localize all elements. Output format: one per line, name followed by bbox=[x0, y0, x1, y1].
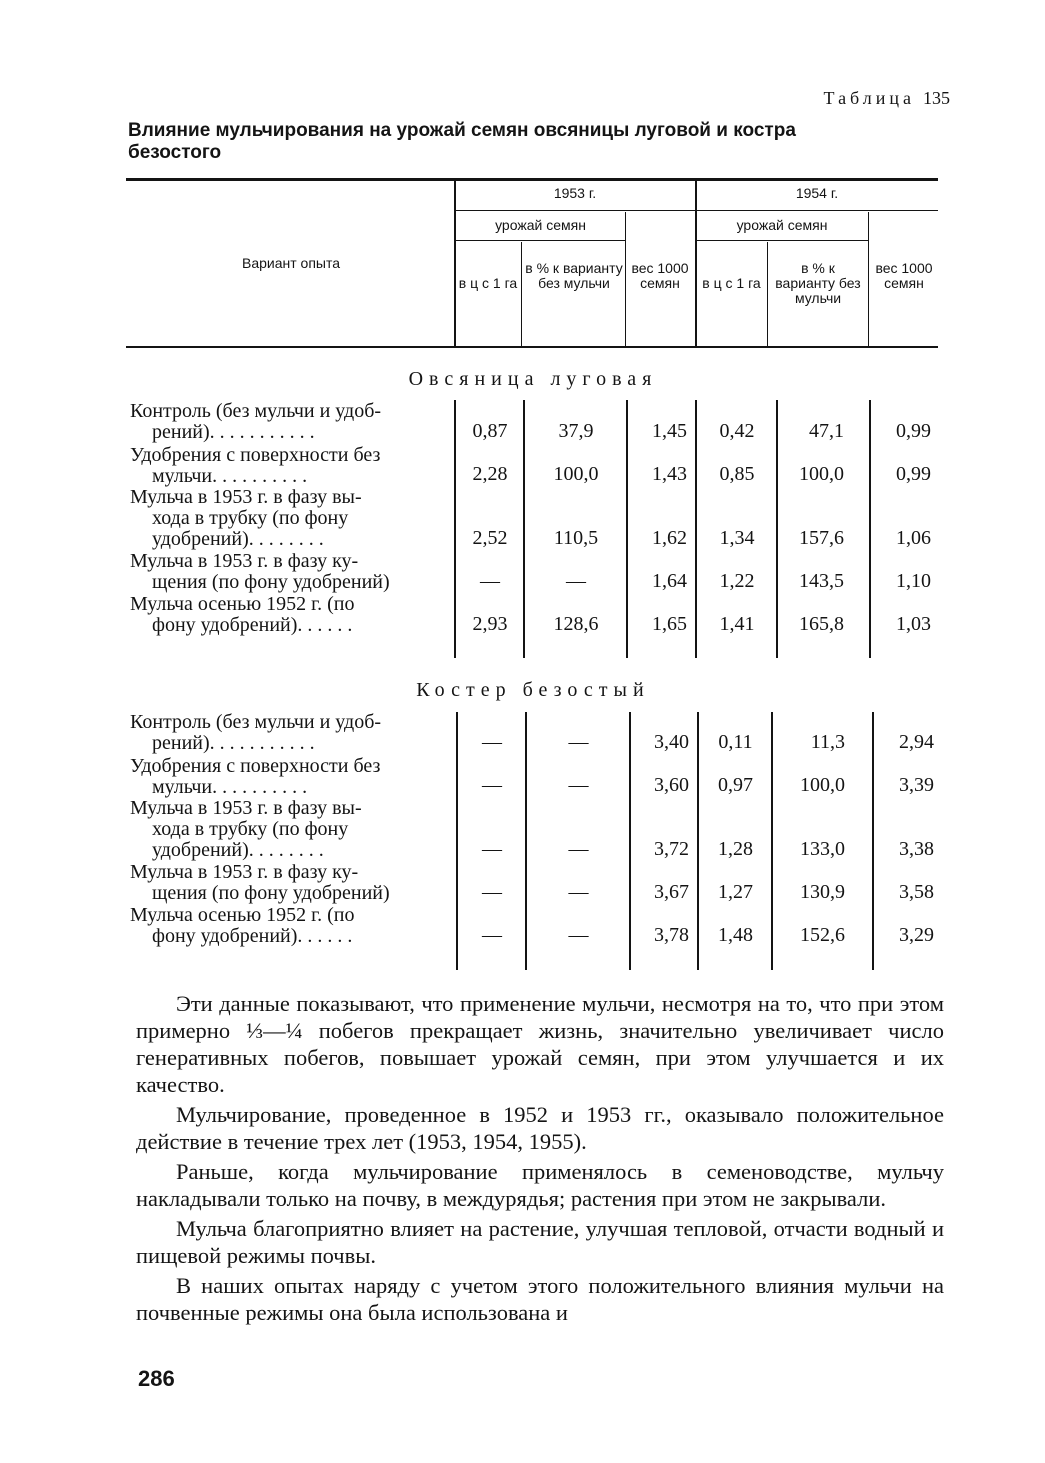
column-divider bbox=[697, 712, 699, 970]
table-label-text: Таблица bbox=[823, 88, 915, 108]
row-label: Мульча осенью 1952 г. (по фону удобрений) ...... bbox=[130, 593, 358, 636]
yield-underline-1953 bbox=[455, 240, 625, 241]
cell-value: 0,87 bbox=[472, 420, 508, 442]
cell-value: 1,64 bbox=[652, 570, 687, 592]
cell-value: 0,99 bbox=[896, 463, 931, 485]
cell-value: — bbox=[568, 881, 589, 903]
row-label: Мульча в 1953 г. в фазу ку- щения (по фону удобрений) bbox=[130, 861, 390, 904]
cell-value: 1,03 bbox=[896, 613, 931, 635]
cell-value: 1,28 bbox=[718, 838, 753, 860]
cell-value: — bbox=[568, 924, 589, 946]
col-pct-1954: в % к варианту без мульчи bbox=[775, 260, 861, 306]
row-label: Мульча осенью 1952 г. (по фону удобрений) ...... bbox=[130, 904, 358, 947]
header-bottom-rule bbox=[126, 346, 938, 348]
column-divider bbox=[872, 712, 874, 970]
cell-value: 3,67 bbox=[654, 881, 689, 903]
header-divider bbox=[454, 181, 456, 346]
cell-value: — bbox=[482, 924, 502, 946]
page-number: 286 bbox=[138, 1366, 175, 1391]
column-divider bbox=[626, 400, 628, 658]
table-top-rule bbox=[126, 178, 938, 181]
cell-value: 3,29 bbox=[899, 924, 934, 946]
cell-value: 128,6 bbox=[553, 613, 599, 635]
cell-value: 1,34 bbox=[719, 527, 755, 549]
header-divider bbox=[695, 181, 697, 346]
cell-value: — bbox=[482, 774, 502, 796]
table-number: 135 bbox=[923, 88, 950, 108]
header-divider bbox=[521, 242, 522, 346]
cell-value: 152,6 bbox=[800, 924, 845, 946]
header-divider bbox=[868, 212, 869, 346]
column-divider bbox=[525, 712, 527, 970]
cell-value: 100,0 bbox=[799, 463, 844, 485]
column-divider bbox=[695, 400, 697, 658]
cell-value: — bbox=[480, 570, 500, 592]
cell-value: 1,43 bbox=[652, 463, 687, 485]
column-divider bbox=[629, 712, 631, 970]
col-variant-header: Вариант опыта bbox=[241, 255, 341, 271]
cell-value: — bbox=[568, 838, 589, 860]
row-label: Удобрения с поверхности без мульчи .......... bbox=[130, 755, 381, 798]
cell-value: 1,65 bbox=[652, 613, 687, 635]
yield-underline-1954 bbox=[697, 240, 869, 241]
cell-value: 1,48 bbox=[718, 924, 753, 946]
cell-value: 1,22 bbox=[719, 570, 755, 592]
cell-value: 3,39 bbox=[899, 774, 934, 796]
body-text bbox=[136, 990, 944, 1329]
cell-value: 0,85 bbox=[719, 463, 755, 485]
cell-value: 1,41 bbox=[719, 613, 755, 635]
paragraph: Раньше, когда мульчирование применялось в семеноводстве, мульчу накладывали только на почву, в междурядья; растения при этом не закрывали. bbox=[136, 1159, 944, 1211]
table-label bbox=[700, 88, 950, 109]
col-year-1954: 1954 г. bbox=[795, 185, 839, 201]
section-title: Овсяница луговая bbox=[408, 368, 658, 390]
cell-value: 100,0 bbox=[800, 774, 845, 796]
cell-value: 3,78 bbox=[654, 924, 689, 946]
paragraph: Мульчирование, проведенное в 1952 и 1953 гг., оказывало положительное действие в течение трех лет (1953, 1954, 1955). bbox=[136, 1102, 944, 1154]
row-label: Мульча в 1953 г. в фазу вы- хода в трубку (по фону удобрений) ........ bbox=[130, 486, 362, 550]
cell-value: — bbox=[568, 731, 589, 753]
cell-value: 0,97 bbox=[718, 774, 753, 796]
cell-value: 143,5 bbox=[799, 570, 844, 592]
cell-value: — bbox=[482, 838, 502, 860]
column-divider bbox=[776, 400, 778, 658]
column-divider bbox=[454, 400, 456, 658]
col-yield-1953: урожай семян bbox=[495, 217, 586, 233]
row-label: Контроль (без мульчи и удоб- рений) ........... bbox=[130, 400, 382, 443]
row-label: Мульча в 1953 г. в фазу вы- хода в трубку (по фону удобрений) ........ bbox=[130, 797, 362, 861]
row-label: Мульча в 1953 г. в фазу ку- щения (по фону удобрений) bbox=[130, 550, 390, 593]
cell-value: 47,1 bbox=[809, 420, 844, 442]
header-divider bbox=[767, 242, 768, 346]
cell-value: 133,0 bbox=[800, 838, 845, 860]
paragraph: В наших опытах наряду с учетом этого положительного влияния мульчи на почвенные режимы она была использована и bbox=[136, 1273, 944, 1325]
cell-value: 0,11 bbox=[718, 731, 753, 753]
col-yield-1954: урожай семян bbox=[736, 217, 828, 233]
col-pct-1953: в % к варианту без мульчи bbox=[525, 260, 623, 291]
column-divider bbox=[771, 712, 773, 970]
cell-value: 0,42 bbox=[719, 420, 755, 442]
cell-value: 3,40 bbox=[654, 731, 689, 753]
header-divider bbox=[625, 212, 626, 346]
cell-value: 2,93 bbox=[472, 613, 508, 635]
cell-value: 2,94 bbox=[899, 731, 934, 753]
cell-value: 130,9 bbox=[800, 881, 845, 903]
cell-value: 1,62 bbox=[652, 527, 687, 549]
cell-value: 37,9 bbox=[558, 420, 594, 442]
cell-value: — bbox=[566, 570, 586, 592]
row-label: Удобрения с поверхности без мульчи .......... bbox=[130, 444, 381, 487]
column-divider bbox=[456, 712, 458, 970]
cell-value: — bbox=[482, 881, 502, 903]
cell-value: 3,60 bbox=[654, 774, 689, 796]
column-divider bbox=[869, 400, 871, 658]
col-year-1953: 1953 г. bbox=[553, 185, 597, 201]
cell-value: 2,28 bbox=[472, 463, 508, 485]
section-title: Костер безостый bbox=[416, 679, 650, 701]
paragraph: Эти данные показывают, что применение мульчи, несмотря на то, что при этом примерно ⅓—¼ побегов прекращает жизнь, значительно увеличивает число генеративных побегов, повышает урожай семян, при этом улучшается и их качество. bbox=[136, 991, 944, 1097]
cell-value: 11,3 bbox=[810, 731, 845, 753]
cell-value: 3,38 bbox=[899, 838, 934, 860]
col-weight-1953: вес 1000 семян bbox=[631, 260, 689, 291]
cell-value: 3,72 bbox=[654, 838, 689, 860]
cell-value: 165,8 bbox=[799, 613, 844, 635]
col-per-ha-1954: в ц с 1 га bbox=[702, 275, 761, 291]
cell-value: 100,0 bbox=[553, 463, 599, 485]
cell-value: — bbox=[482, 731, 502, 753]
cell-value: 3,58 bbox=[899, 881, 934, 903]
cell-value: 2,52 bbox=[472, 527, 508, 549]
cell-value: 1,27 bbox=[718, 881, 753, 903]
cell-value: 110,5 bbox=[553, 527, 599, 549]
cell-value: — bbox=[568, 774, 589, 796]
cell-value: 157,6 bbox=[799, 527, 844, 549]
paragraph: Мульча благоприятно влияет на растение, улучшая тепловой, отчасти водный и пищевой режимы почвы. bbox=[136, 1216, 944, 1268]
table-title: Влияние мульчирования на урожай семян овсяницы луговой и костра безостого bbox=[128, 120, 796, 163]
cell-value: 0,99 bbox=[896, 420, 931, 442]
cell-value: 1,45 bbox=[652, 420, 687, 442]
cell-value: 1,10 bbox=[896, 570, 931, 592]
cell-value: 1,06 bbox=[896, 527, 931, 549]
col-per-ha-1953: в ц с 1 га bbox=[458, 275, 518, 291]
col-weight-1954: вес 1000 семян bbox=[875, 260, 933, 291]
column-divider bbox=[523, 400, 525, 658]
row-label: Контроль (без мульчи и удоб- рений) ........... bbox=[130, 711, 382, 754]
